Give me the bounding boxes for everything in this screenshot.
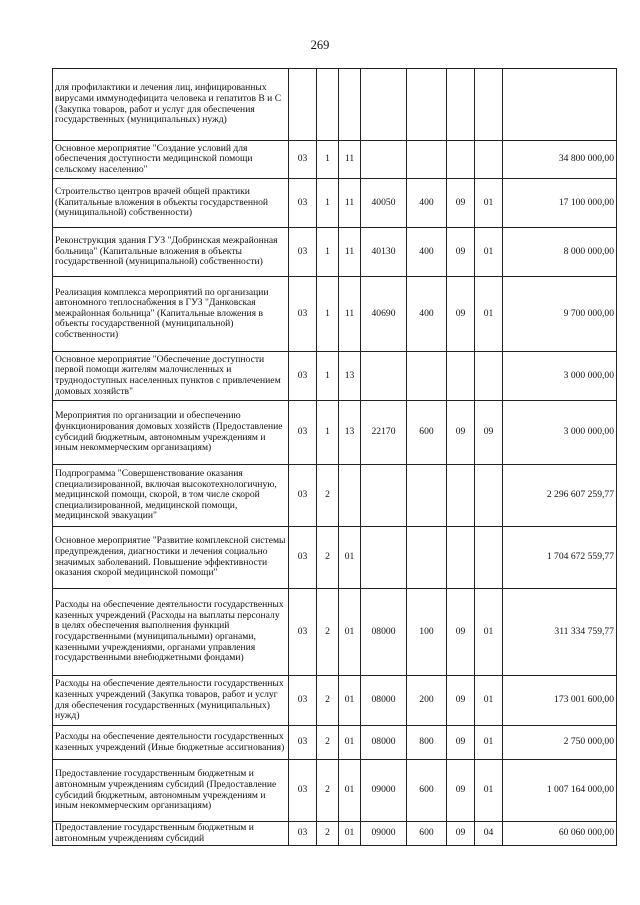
code-cell-c6: 09 (447, 822, 475, 846)
code-cell-c3: 01 (339, 760, 361, 822)
table-row (53, 760, 617, 822)
table-row (53, 676, 617, 726)
code-cell-c3: 01 (339, 589, 361, 676)
code-cell-c1: 03 (289, 760, 317, 822)
table-row (53, 277, 617, 352)
code-cell-c2: 1 (317, 179, 339, 228)
code-cell-c1: 03 (289, 465, 317, 527)
code-cell-c3: 01 (339, 527, 361, 589)
row-description: Основное мероприятие "Создание условий для обеспечения доступности медицинской помощи сельскому населению" (53, 141, 289, 179)
code-cell-c7: 01 (475, 589, 503, 676)
code-cell-c1 (289, 69, 317, 141)
code-cell-c4 (361, 465, 407, 527)
code-cell-c7: 01 (475, 179, 503, 228)
table-row (53, 179, 617, 228)
code-cell-c5: 600 (407, 822, 447, 846)
code-cell-c6: 09 (447, 228, 475, 277)
code-cell-c4 (361, 527, 407, 589)
page-number: 269 (310, 38, 330, 52)
code-cell-c1: 03 (289, 401, 317, 465)
code-cell-c5: 200 (407, 676, 447, 726)
code-cell-c1: 03 (289, 228, 317, 277)
code-cell-c4: 08000 (361, 589, 407, 676)
code-cell-c2: 1 (317, 228, 339, 277)
code-cell-c1: 03 (289, 179, 317, 228)
row-description: Предоставление государственным бюджетным и автономным учреждениям субсидий (53, 822, 289, 846)
row-description: Реконструкция здания ГУЗ "Добринская межрайонная больница" (Капитальные вложения в объекты государственной (муниципальной) собственности) (53, 228, 289, 277)
row-description: Строительство центров врачей общей практики (Капитальные вложения в объекты государственной (муниципальной) собственности) (53, 179, 289, 228)
code-cell-c4 (361, 352, 407, 401)
row-description: Расходы на обеспечение деятельности государственных казенных учреждений (Закупка товаров, работ и услуг для обеспечения государственных (муниципальных) нужд) (53, 676, 289, 726)
code-cell-c1: 03 (289, 527, 317, 589)
row-description: для профилактики и лечения лиц, инфицированных вирусами иммунодефицита человека и гепатитов В и С (Закупка товаров, работ и услуг для обеспечения государственных (муниципальных) нужд) (53, 69, 289, 141)
code-cell-c5: 600 (407, 401, 447, 465)
code-cell-c2: 1 (317, 141, 339, 179)
code-cell-c7 (475, 69, 503, 141)
amount-cell: 311 334 759,77 (503, 589, 617, 676)
code-cell-c6: 09 (447, 179, 475, 228)
row-description: Предоставление государственным бюджетным и автономным учреждениям субсидий (Предоставление субсидий бюджетным, автономным учреждениям и иным некоммерческим организациям) (53, 760, 289, 822)
code-cell-c5: 400 (407, 228, 447, 277)
code-cell-c1: 03 (289, 822, 317, 846)
code-cell-c6 (447, 141, 475, 179)
code-cell-c5: 800 (407, 726, 447, 760)
code-cell-c5 (407, 352, 447, 401)
code-cell-c6: 09 (447, 589, 475, 676)
amount-cell: 9 700 000,00 (503, 277, 617, 352)
code-cell-c1: 03 (289, 352, 317, 401)
code-cell-c5 (407, 141, 447, 179)
code-cell-c5 (407, 465, 447, 527)
code-cell-c4: 08000 (361, 726, 407, 760)
code-cell-c3: 01 (339, 676, 361, 726)
amount-cell: 8 000 000,00 (503, 228, 617, 277)
amount-cell: 34 800 000,00 (503, 141, 617, 179)
code-cell-c2: 2 (317, 676, 339, 726)
table-row (53, 352, 617, 401)
code-cell-c7: 01 (475, 228, 503, 277)
row-description: Основное мероприятие "Развитие комплексной системы предупреждения, диагностики и лечения социально значимых заболеваний. Повышение эффективности оказания скорой медицинской помощи" (53, 527, 289, 589)
code-cell-c6 (447, 352, 475, 401)
code-cell-c6: 09 (447, 277, 475, 352)
code-cell-c3 (339, 465, 361, 527)
code-cell-c4: 09000 (361, 822, 407, 846)
code-cell-c1: 03 (289, 676, 317, 726)
table-row (53, 141, 617, 179)
code-cell-c2: 2 (317, 589, 339, 676)
amount-cell: 3 000 000,00 (503, 352, 617, 401)
code-cell-c3: 11 (339, 179, 361, 228)
table-row (53, 401, 617, 465)
table-row (53, 69, 617, 141)
code-cell-c3: 13 (339, 352, 361, 401)
code-cell-c5 (407, 69, 447, 141)
code-cell-c5: 400 (407, 277, 447, 352)
code-cell-c7: 01 (475, 726, 503, 760)
code-cell-c7 (475, 141, 503, 179)
amount-cell: 17 100 000,00 (503, 179, 617, 228)
row-description: Мероприятия по организации и обеспечению функционирования домовых хозяйств (Предоставление субсидий бюджетным, автономным учреждениям и иным некоммерческим организациям) (53, 401, 289, 465)
amount-cell: 2 296 607 259,77 (503, 465, 617, 527)
row-description: Подпрограмма "Совершенствование оказания специализированной, включая высокотехнологичную, медицинской помощи, скорой, в том числе скорой специализированной, медицинской помощи, медицинской эвакуации" (53, 465, 289, 527)
code-cell-c4: 09000 (361, 760, 407, 822)
table-body (53, 69, 617, 846)
code-cell-c2: 1 (317, 401, 339, 465)
table-row (53, 527, 617, 589)
code-cell-c5: 600 (407, 760, 447, 822)
code-cell-c3: 13 (339, 401, 361, 465)
table-row (53, 589, 617, 676)
table-row (53, 822, 617, 846)
code-cell-c5 (407, 527, 447, 589)
amount-cell: 60 060 000,00 (503, 822, 617, 846)
code-cell-c7 (475, 352, 503, 401)
amount-cell: 2 750 000,00 (503, 726, 617, 760)
code-cell-c3 (339, 69, 361, 141)
code-cell-c4: 40690 (361, 277, 407, 352)
code-cell-c3: 01 (339, 726, 361, 760)
code-cell-c2: 1 (317, 352, 339, 401)
code-cell-c7: 01 (475, 277, 503, 352)
row-description: Расходы на обеспечение деятельности государственных казенных учреждений (Расходы на выплаты персоналу в целях обеспечения выполнения функций государственными (муниципальными) органами, казенными учреждениями, органами управления государственными внебюджетными фондами) (53, 589, 289, 676)
code-cell-c7: 01 (475, 760, 503, 822)
table-row (53, 228, 617, 277)
code-cell-c6: 09 (447, 401, 475, 465)
code-cell-c6: 09 (447, 760, 475, 822)
code-cell-c6: 09 (447, 726, 475, 760)
row-description: Расходы на обеспечение деятельности государственных казенных учреждений (Иные бюджетные ассигнования) (53, 726, 289, 760)
code-cell-c5: 100 (407, 589, 447, 676)
amount-cell (503, 69, 617, 141)
code-cell-c2: 2 (317, 822, 339, 846)
code-cell-c7: 09 (475, 401, 503, 465)
code-cell-c2: 2 (317, 760, 339, 822)
code-cell-c5: 400 (407, 179, 447, 228)
budget-table (52, 68, 617, 846)
amount-cell: 3 000 000,00 (503, 401, 617, 465)
table-row (53, 465, 617, 527)
code-cell-c1: 03 (289, 277, 317, 352)
code-cell-c2 (317, 69, 339, 141)
code-cell-c2: 1 (317, 277, 339, 352)
code-cell-c4: 08000 (361, 676, 407, 726)
code-cell-c1: 03 (289, 141, 317, 179)
amount-cell: 173 001 600,00 (503, 676, 617, 726)
code-cell-c6 (447, 465, 475, 527)
code-cell-c6 (447, 527, 475, 589)
code-cell-c4: 40130 (361, 228, 407, 277)
table-row (53, 726, 617, 760)
code-cell-c4: 40050 (361, 179, 407, 228)
code-cell-c7 (475, 465, 503, 527)
amount-cell: 1 007 164 000,00 (503, 760, 617, 822)
code-cell-c3: 11 (339, 228, 361, 277)
amount-cell: 1 704 672 559,77 (503, 527, 617, 589)
code-cell-c3: 11 (339, 141, 361, 179)
code-cell-c2: 2 (317, 527, 339, 589)
code-cell-c1: 03 (289, 589, 317, 676)
code-cell-c7: 01 (475, 676, 503, 726)
code-cell-c3: 11 (339, 277, 361, 352)
code-cell-c1: 03 (289, 726, 317, 760)
code-cell-c7: 04 (475, 822, 503, 846)
code-cell-c4: 22170 (361, 401, 407, 465)
row-description: Основное мероприятие "Обеспечение доступности первой помощи жителям малочисленных и труднодоступных населенных пунктов с привлечением домовых хозяйств" (53, 352, 289, 401)
code-cell-c2: 2 (317, 465, 339, 527)
code-cell-c6 (447, 69, 475, 141)
row-description: Реализация комплекса мероприятий по организации автономного теплоснабжения в ГУЗ "Данковская межрайонная больница" (Капитальные вложения в объекты государственной (муниципальной) собственности) (53, 277, 289, 352)
code-cell-c7 (475, 527, 503, 589)
code-cell-c4 (361, 69, 407, 141)
code-cell-c3: 01 (339, 822, 361, 846)
code-cell-c2: 2 (317, 726, 339, 760)
code-cell-c4 (361, 141, 407, 179)
code-cell-c6: 09 (447, 676, 475, 726)
